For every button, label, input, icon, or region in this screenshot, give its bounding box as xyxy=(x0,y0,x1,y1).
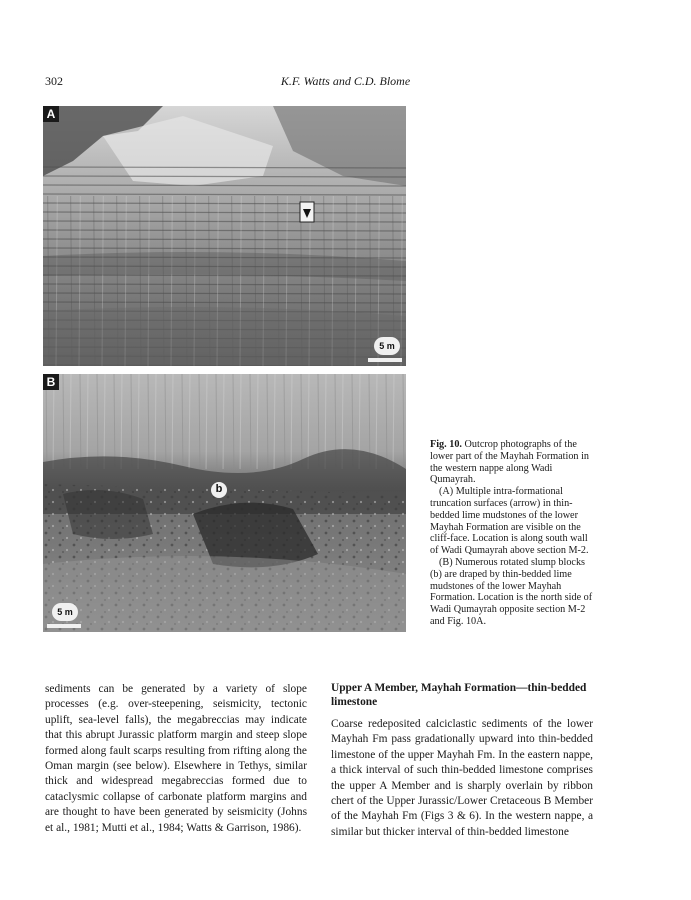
scale-bar-b xyxy=(47,624,81,628)
page-number: 302 xyxy=(45,74,63,88)
scale-badge-a: 5 m xyxy=(374,337,400,355)
scale-badge-b: 5 m xyxy=(52,603,78,621)
caption-part-b: (B) Numerous rotated slump blocks (b) are draped by thin-bedded lime mudstones of the lower Mayhah Formation. Location is the north side of Wadi Qumayrah opposite section M-2 and Fig. 10A. xyxy=(430,556,593,627)
caption-intro xyxy=(430,439,595,486)
section-heading: Upper A Member, Mayhah Formation—thin-bedded limestone xyxy=(331,682,587,708)
caption-intro-text: Outcrop photographs of the lower part of the Mayhah Formation in the western nappe along Wadi Qumayrah. xyxy=(430,439,590,486)
figure-photo-b xyxy=(43,374,406,632)
panel-label-b: B xyxy=(43,374,59,390)
running-header-authors: K.F. Watts and C.D. Blome xyxy=(280,74,411,88)
left-column-paragraph: sediments can be generated by a variety of slope processes (e.g. over-steepening, seismicity, tectonic uplift, sea-level falls), the megabreccias may indicate that this abrupt Jurassic platform margin and steep slope formed along fault scarps resulting from rifting along the Oman margin (see below). Elsewhere in Tethys, similar thick and widespread megabreccias formed due to cataclysmic collapse of carbonate platform margins and are thought to have been generated by seismicity (Johns et al., 1981; Mutti et al., 1984; Watts & Garrison, 1986). xyxy=(45,683,307,834)
slump-blocks-image xyxy=(43,374,406,632)
body-right-column xyxy=(331,682,593,840)
body-left-column xyxy=(45,682,307,836)
cliff-face-image xyxy=(43,106,406,366)
figure-label: Fig. 10. xyxy=(430,439,462,450)
figure-caption xyxy=(430,439,595,628)
panel-label-a: A xyxy=(43,106,59,122)
caption-part-a: (A) Multiple intra-formational truncation surfaces (arrow) in thin-bedded lime mudstones of the lower Mayhah Formation are visible on the cliff-face. Location is along south wall of Wadi Qumayrah above section M-2. xyxy=(430,486,589,557)
right-column-paragraph: Coarse redeposited calciclastic sediments of the lower Mayhah Fm pass gradationally upward into thin-bedded limestone of the upper Mayhah Fm. In the eastern nappe, a thick interval of such thin-bedded limestone comprises the upper A Member and is sharply overlain by ribbon chert of the Upper Jurassic/Lower Cretaceous B Member of the Mayhah Fm (Figs 3 & 6). In the western nappe, a similar but thicker interval of thin-bedded limestone xyxy=(331,718,593,838)
scale-bar-a xyxy=(368,358,402,362)
truncation-arrow-icon xyxy=(300,202,314,222)
figure-photo-a xyxy=(43,106,406,366)
slump-block-marker: b xyxy=(211,482,227,498)
